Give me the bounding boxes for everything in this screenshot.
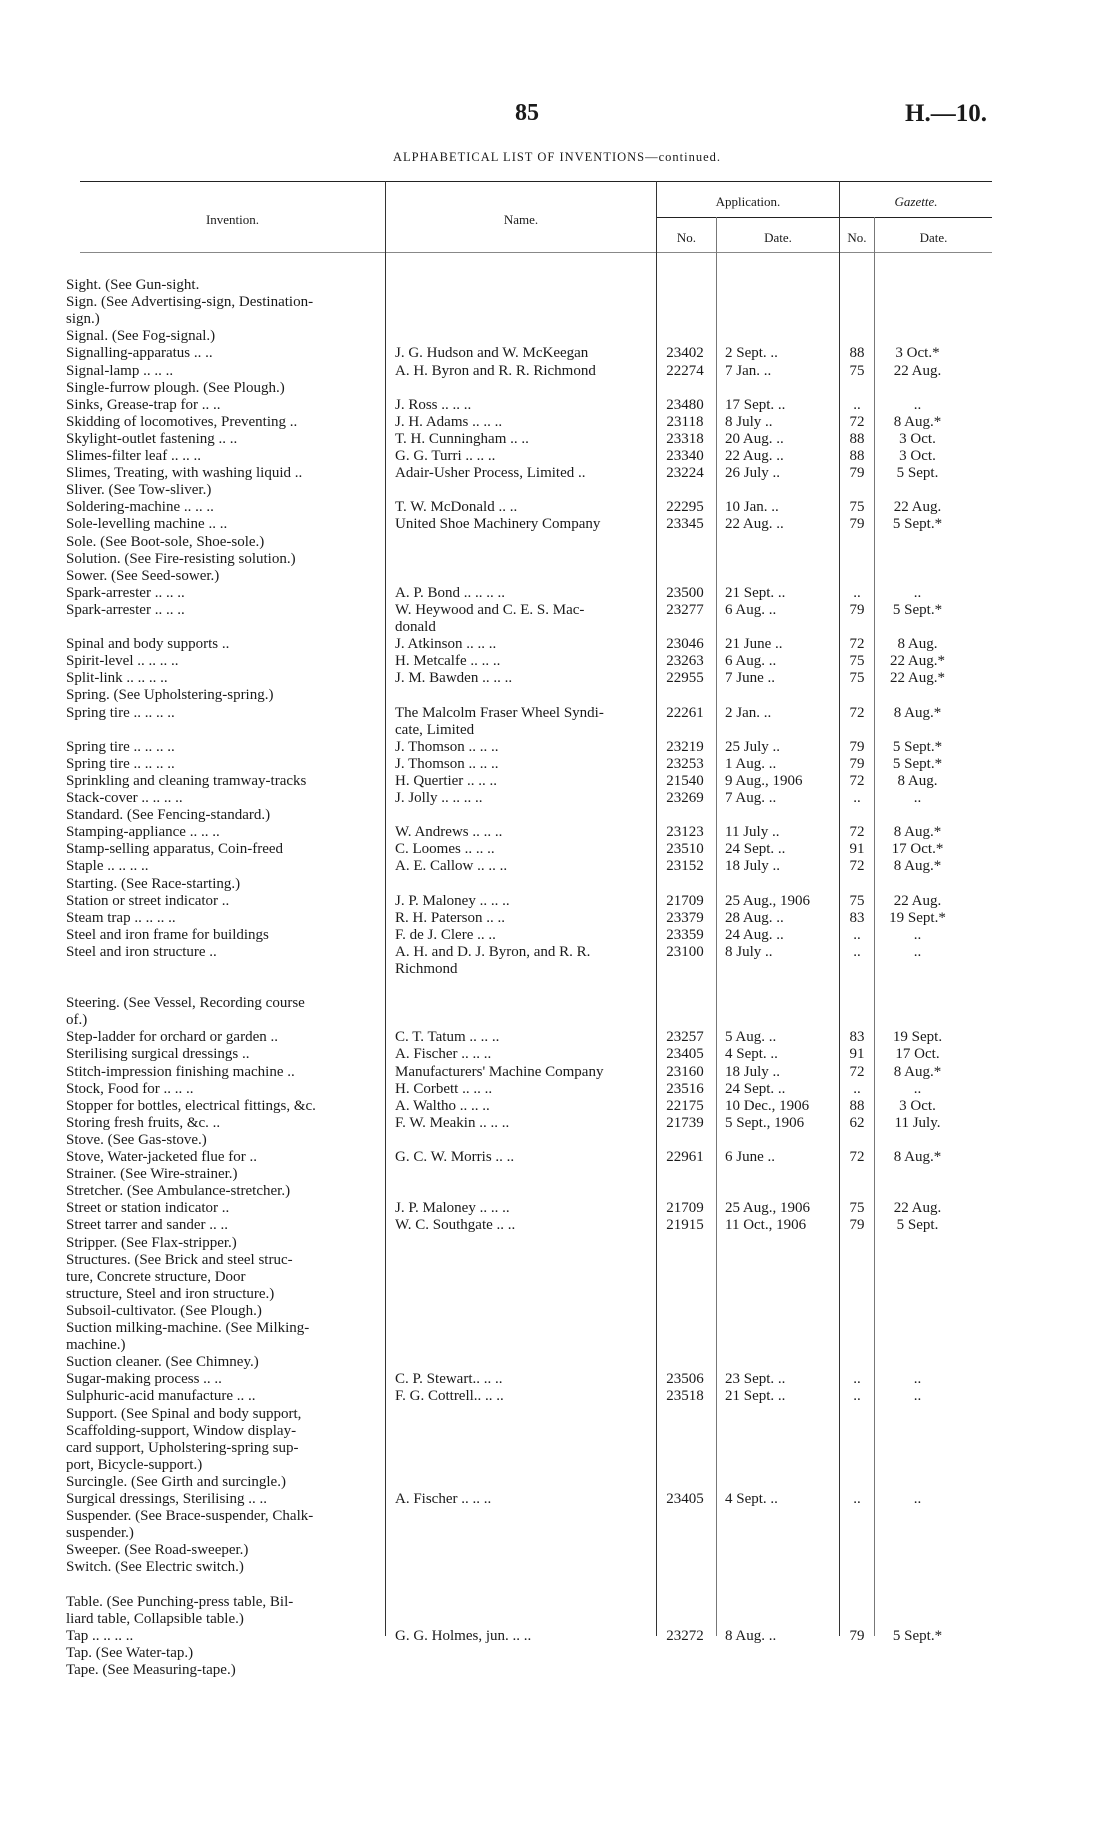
cell-invention: Strainer. (See Wire-strainer.) bbox=[66, 1166, 238, 1183]
cell-name: Adair-Usher Process, Limited .. bbox=[395, 465, 586, 482]
cell-name: United Shoe Machinery Company bbox=[395, 516, 601, 533]
cell-gazette-no: 88 bbox=[849, 448, 865, 464]
cell-gazette-date: 8 Aug.* bbox=[893, 704, 942, 721]
cell-app-date: 10 Jan. .. bbox=[725, 499, 779, 516]
cell-app-no: 23345 bbox=[666, 516, 704, 533]
cell-gazette-date: 22 Aug.* bbox=[889, 670, 945, 687]
cell-app-date: 6 Aug. .. bbox=[725, 601, 777, 618]
cell-app-date: 22 Aug. .. bbox=[725, 448, 784, 464]
cell-invention: Sign. (See Advertising-sign, Destination- bbox=[66, 294, 314, 311]
cell-invention: Sweeper. (See Road-sweeper.) bbox=[66, 1542, 249, 1559]
cell-name: H. Metcalfe .. .. .. bbox=[395, 653, 501, 670]
cell-app-date: 25 Aug., 1906 bbox=[725, 892, 811, 909]
cell-app-no: 23318 bbox=[666, 430, 704, 447]
cell-invention: Surcingle. (See Girth and surcingle.) bbox=[66, 1473, 286, 1490]
cell-gazette-date: 5 Sept. bbox=[896, 1217, 939, 1234]
cell-invention: Tap. (See Water-tap.) bbox=[66, 1644, 194, 1661]
cell-app-no: 21709 bbox=[666, 892, 704, 909]
cell-app-no: 23152 bbox=[666, 858, 704, 875]
cell-gazette-date: 22 Aug. bbox=[893, 362, 942, 379]
cell-name: J. P. Maloney .. .. .. bbox=[395, 892, 510, 909]
cell-app-date: 28 Aug. .. bbox=[725, 909, 784, 926]
cell-app-date: 26 July .. bbox=[725, 465, 781, 482]
cell-app-date: 9 Aug., 1906 bbox=[725, 772, 803, 789]
cell-invention: Steel and iron frame for buildings bbox=[66, 926, 269, 943]
cell-gazette-date: 22 Aug. bbox=[893, 499, 942, 516]
cell-app-no: 23277 bbox=[666, 601, 704, 618]
cell-invention: Stitch-impression finishing machine .. bbox=[66, 1063, 295, 1080]
cell-name: F. de J. Clere .. .. bbox=[395, 926, 496, 943]
cell-gazette-no: .. bbox=[853, 1371, 861, 1388]
cell-gazette-date: 11 July. bbox=[894, 1114, 941, 1131]
cell-app-no: 23224 bbox=[666, 465, 704, 482]
cell-gazette-no: 72 bbox=[849, 772, 865, 789]
cell-app-date: 18 July .. bbox=[725, 858, 781, 875]
cell-gazette-no: .. bbox=[853, 396, 861, 413]
cell-name: Manufacturers' Machine Company bbox=[395, 1063, 604, 1080]
cell-name: The Malcolm Fraser Wheel Syndi- bbox=[395, 704, 604, 721]
cell-app-date: 24 Sept. .. bbox=[725, 841, 786, 858]
cell-app-date: 4 Sept. .. bbox=[725, 1491, 778, 1507]
cell-app-no: 23219 bbox=[666, 738, 704, 755]
cell-app-no: 22955 bbox=[666, 670, 704, 687]
cell-invention: Starting. (See Race-starting.) bbox=[66, 875, 241, 892]
cell-gazette-date: 5 Sept.* bbox=[892, 601, 943, 618]
cell-app-date: 17 Sept. .. bbox=[725, 396, 786, 413]
cell-gazette-no: 75 bbox=[849, 362, 865, 379]
cell-gazette-no: .. bbox=[853, 584, 861, 601]
cell-invention: Steel and iron structure .. bbox=[66, 943, 217, 960]
cell-invention: Street tarrer and sander .. .. bbox=[66, 1217, 229, 1234]
cell-invention: liard table, Collapsible table.) bbox=[66, 1610, 244, 1627]
cell-invention: Sole-levelling machine .. .. bbox=[66, 516, 228, 533]
cell-invention: Sight. (See Gun-sight. bbox=[66, 277, 200, 293]
cell-gazette-date: 8 Aug.* bbox=[893, 413, 942, 430]
cell-name: J. Jolly .. .. .. .. bbox=[395, 790, 483, 806]
cell-invention: sign.) bbox=[66, 311, 100, 328]
cell-invention: Sterilising surgical dressings .. bbox=[66, 1046, 250, 1063]
cell-invention: Street or station indicator .. bbox=[66, 1200, 230, 1217]
cell-app-no: 23269 bbox=[666, 790, 704, 806]
cell-app-no: 23500 bbox=[666, 584, 704, 601]
cell-gazette-date: 19 Sept. bbox=[892, 1029, 943, 1046]
cell-invention: Staple .. .. .. .. bbox=[66, 858, 149, 875]
cell-app-date: 11 July .. bbox=[725, 824, 780, 841]
divider-gazette bbox=[839, 181, 840, 1636]
cell-invention: Stripper. (See Flax-stripper.) bbox=[66, 1234, 237, 1251]
cell-app-date: 23 Sept. .. bbox=[725, 1371, 786, 1388]
cell-app-date: 25 Aug., 1906 bbox=[725, 1200, 811, 1217]
header-bottom-rule bbox=[80, 252, 992, 253]
cell-app-no: 23379 bbox=[666, 909, 704, 926]
cell-invention: Sprinkling and cleaning tramway-tracks bbox=[66, 772, 307, 789]
cell-app-date: 7 Jan. .. bbox=[725, 362, 772, 379]
cell-invention: Signal. (See Fog-signal.) bbox=[66, 328, 216, 345]
cell-invention: Single-furrow plough. (See Plough.) bbox=[66, 379, 285, 396]
cell-gazette-no: 88 bbox=[849, 430, 865, 447]
cell-app-date: 1 Aug. .. bbox=[725, 755, 777, 772]
cell-app-date: 5 Aug. .. bbox=[725, 1029, 777, 1046]
cell-gazette-no: .. bbox=[853, 1080, 861, 1097]
cell-app-date: 21 Sept. .. bbox=[725, 584, 786, 601]
cell-invention: Steering. (See Vessel, Recording course bbox=[66, 995, 305, 1012]
cell-name: J. M. Bawden .. .. .. bbox=[395, 670, 513, 687]
cell-gazette-no: 75 bbox=[849, 892, 865, 909]
cell-gazette-date: .. bbox=[913, 584, 922, 601]
cell-invention: Stretcher. (See Ambulance-stretcher.) bbox=[66, 1183, 291, 1200]
cell-gazette-no: 88 bbox=[849, 1097, 865, 1114]
cell-invention: Switch. (See Electric switch.) bbox=[66, 1559, 244, 1576]
cell-invention: Tap .. .. .. .. bbox=[66, 1627, 134, 1644]
cell-name: A. Waltho .. .. .. bbox=[395, 1097, 490, 1114]
cell-app-date: 21 Sept. .. bbox=[725, 1388, 786, 1405]
cell-app-date: 24 Aug. .. bbox=[725, 926, 784, 943]
cell-invention: Suction cleaner. (See Chimney.) bbox=[66, 1354, 259, 1371]
cell-gazette-no: 72 bbox=[849, 1063, 865, 1080]
cell-invention: Skylight-outlet fastening .. .. bbox=[66, 430, 238, 447]
cell-gazette-no: 72 bbox=[849, 636, 865, 653]
cell-invention: Stopper for bottles, electrical fittings, &c. bbox=[66, 1097, 316, 1114]
cell-gazette-date: 5 Sept.* bbox=[892, 516, 943, 533]
cell-app-no: 23100 bbox=[666, 943, 704, 960]
header-top-rule bbox=[80, 181, 992, 182]
cell-invention: Steam trap .. .. .. .. bbox=[66, 909, 176, 926]
cell-invention: Spring. (See Upholstering-spring.) bbox=[66, 687, 274, 704]
cell-name: H. Quertier .. .. .. bbox=[395, 772, 498, 789]
cell-gazette-date: 22 Aug.* bbox=[889, 653, 945, 670]
cell-app-no: 23253 bbox=[666, 755, 704, 772]
cell-gazette-no: 72 bbox=[849, 413, 865, 430]
cell-invention: Sugar-making process .. .. bbox=[66, 1371, 222, 1388]
cell-invention: port, Bicycle-support.) bbox=[66, 1456, 203, 1473]
cell-gazette-no: 79 bbox=[849, 601, 865, 618]
cell-gazette-date: 8 Aug.* bbox=[893, 1063, 942, 1080]
cell-invention: Slimes, Treating, with washing liquid .. bbox=[66, 465, 303, 482]
cell-invention: Solution. (See Fire-resisting solution.) bbox=[66, 550, 296, 567]
cell-invention: Station or street indicator .. bbox=[66, 892, 230, 909]
cell-app-no: 23402 bbox=[666, 345, 704, 362]
cell-name: J. Thomson .. .. .. bbox=[395, 755, 499, 772]
cell-invention: card support, Upholstering-spring sup- bbox=[66, 1439, 299, 1456]
cell-app-no: 23340 bbox=[666, 448, 704, 464]
cell-gazette-date: 17 Oct. bbox=[895, 1046, 940, 1063]
cell-invention: suspender.) bbox=[66, 1525, 134, 1542]
cell-app-no: 21540 bbox=[666, 772, 704, 789]
cell-name: cate, Limited bbox=[395, 721, 475, 738]
cell-app-date: 2 Sept. .. bbox=[725, 345, 778, 362]
cell-invention: Tape. (See Measuring-tape.) bbox=[66, 1661, 236, 1678]
cell-gazette-date: 5 Sept.* bbox=[892, 738, 943, 755]
cell-name: G. C. W. Morris .. .. bbox=[395, 1149, 515, 1165]
cell-name: R. H. Paterson .. .. bbox=[395, 909, 505, 926]
cell-gazette-no: .. bbox=[853, 926, 861, 943]
cell-app-no: 23263 bbox=[666, 653, 704, 670]
header-app-date: Date. bbox=[764, 230, 792, 245]
cell-gazette-no: 79 bbox=[849, 738, 865, 755]
cell-invention: Spring tire .. .. .. .. bbox=[66, 738, 175, 755]
cell-name: J. G. Hudson and W. McKeegan bbox=[395, 345, 589, 362]
cell-gazette-no: 79 bbox=[849, 516, 865, 533]
cell-name: C. P. Stewart.. .. .. bbox=[395, 1371, 503, 1388]
cell-invention: Standard. (See Fencing-standard.) bbox=[66, 807, 271, 824]
cell-gazette-date: 5 Sept.* bbox=[892, 1627, 943, 1644]
cell-app-date: 8 Aug. .. bbox=[725, 1627, 777, 1644]
cell-name: A. Fischer .. .. .. bbox=[395, 1491, 492, 1507]
cell-gazette-date: 3 Oct. bbox=[899, 430, 936, 447]
cell-gazette-date: .. bbox=[913, 1491, 922, 1507]
cell-gazette-no: .. bbox=[853, 943, 861, 960]
cell-name: donald bbox=[395, 619, 436, 635]
cell-app-date: 6 June .. bbox=[725, 1149, 775, 1165]
cell-name: H. Corbett .. .. .. bbox=[395, 1080, 493, 1097]
page-number: 85 bbox=[515, 100, 539, 126]
cell-invention: Signal-lamp .. .. .. bbox=[66, 362, 174, 379]
cell-gazette-date: 3 Oct.* bbox=[895, 345, 940, 362]
header-gazette: Gazette. bbox=[894, 194, 938, 209]
cell-app-date: 18 July .. bbox=[725, 1063, 781, 1080]
cell-gazette-date: .. bbox=[913, 926, 922, 943]
cell-app-no: 22261 bbox=[666, 704, 704, 721]
cell-app-no: 23506 bbox=[666, 1371, 704, 1388]
cell-gazette-date: 19 Sept.* bbox=[889, 909, 946, 926]
header-name: Name. bbox=[503, 212, 539, 227]
cell-name: W. Andrews .. .. .. bbox=[395, 824, 503, 841]
cell-invention: Structures. (See Brick and steel struc- bbox=[66, 1251, 293, 1268]
cell-invention: Soldering-machine .. .. .. bbox=[66, 499, 214, 516]
cell-gazette-date: 8 Aug.* bbox=[893, 824, 942, 841]
cell-app-no: 23257 bbox=[666, 1029, 704, 1046]
cell-gazette-no: 75 bbox=[849, 499, 865, 516]
cell-app-date: 22 Aug. .. bbox=[725, 516, 784, 533]
cell-app-no: 22295 bbox=[666, 499, 704, 516]
cell-gazette-no: 79 bbox=[849, 465, 865, 482]
cell-app-date: 25 July .. bbox=[725, 738, 781, 755]
cell-name: A. Fischer .. .. .. bbox=[395, 1046, 492, 1063]
page-subtitle: ALPHABETICAL LIST OF INVENTIONS—continued. bbox=[392, 150, 722, 164]
cell-gazette-no: 75 bbox=[849, 670, 865, 687]
cell-app-date: 8 July .. bbox=[725, 413, 773, 430]
cell-gazette-date: .. bbox=[913, 1388, 922, 1405]
cell-invention: Suspender. (See Brace-suspender, Chalk- bbox=[66, 1508, 314, 1525]
cell-invention: Sole. (See Boot-sole, Shoe-sole.) bbox=[66, 533, 265, 550]
cell-gazette-no: 72 bbox=[849, 824, 865, 841]
cell-name: A. H. and D. J. Byron, and R. R. bbox=[395, 943, 591, 960]
cell-app-date: 7 Aug. .. bbox=[725, 790, 777, 806]
cell-gazette-date: 8 Aug. bbox=[897, 772, 938, 789]
cell-gazette-date: 8 Aug. bbox=[897, 636, 938, 653]
cell-gazette-date: 5 Sept.* bbox=[892, 755, 943, 772]
cell-name: C. T. Tatum .. .. .. bbox=[395, 1029, 500, 1046]
cell-app-date: 20 Aug. .. bbox=[725, 430, 784, 447]
cell-gazette-date: 17 Oct.* bbox=[891, 841, 944, 858]
cell-gazette-date: .. bbox=[913, 1371, 922, 1388]
cell-app-no: 22961 bbox=[666, 1149, 704, 1165]
cell-app-no: 23480 bbox=[666, 396, 704, 413]
cell-invention: Stamping-appliance .. .. .. bbox=[66, 824, 220, 841]
cell-app-no: 22274 bbox=[666, 362, 704, 379]
cell-gazette-date: 3 Oct. bbox=[899, 448, 936, 464]
header-gaz-date: Date. bbox=[919, 230, 948, 245]
cell-name: T. W. McDonald .. .. bbox=[395, 499, 518, 516]
cell-app-date: 21 June .. bbox=[725, 636, 783, 653]
cell-gazette-no: 83 bbox=[849, 1029, 865, 1046]
cell-invention: Suction milking-machine. (See Milking- bbox=[66, 1320, 310, 1336]
cell-invention: Skidding of locomotives, Preventing .. bbox=[66, 413, 298, 430]
cell-invention: Split-link .. .. .. .. bbox=[66, 670, 168, 687]
cell-app-no: 21739 bbox=[666, 1114, 704, 1131]
cell-app-no: 23160 bbox=[666, 1063, 704, 1080]
cell-app-date: 4 Sept. .. bbox=[725, 1046, 778, 1063]
cell-gazette-date: 22 Aug. bbox=[893, 1200, 942, 1217]
header-application: Application. bbox=[715, 194, 781, 209]
cell-app-date: 7 June .. bbox=[725, 670, 775, 687]
cell-invention: Signalling-apparatus .. .. bbox=[66, 345, 213, 362]
cell-invention: Spark-arrester .. .. .. bbox=[66, 584, 185, 601]
cell-app-no: 23518 bbox=[666, 1388, 704, 1405]
cell-gazette-no: 75 bbox=[849, 653, 865, 670]
cell-app-no: 23510 bbox=[666, 841, 704, 858]
cell-gazette-no: 72 bbox=[849, 1149, 865, 1165]
cell-gazette-date: .. bbox=[913, 790, 922, 806]
cell-invention: Spring tire .. .. .. .. bbox=[66, 704, 175, 721]
cell-name: W. Heywood and C. E. S. Mac- bbox=[395, 601, 585, 618]
cell-invention: Storing fresh fruits, &c. .. bbox=[66, 1114, 221, 1131]
cell-app-date: 10 Dec., 1906 bbox=[725, 1097, 810, 1114]
cell-name: F. G. Cottrell.. .. .. bbox=[395, 1388, 504, 1405]
cell-invention: Surgical dressings, Sterilising .. .. bbox=[66, 1491, 267, 1507]
cell-invention: ture, Concrete structure, Door bbox=[66, 1268, 246, 1285]
cell-app-date: 2 Jan. .. bbox=[725, 704, 772, 721]
divider-gaz-date bbox=[874, 217, 875, 1636]
series-code: H.—10. bbox=[905, 100, 987, 127]
header-app-no: No. bbox=[676, 230, 697, 245]
cell-gazette-no: 88 bbox=[849, 345, 865, 362]
cell-invention: machine.) bbox=[66, 1337, 126, 1354]
cell-invention: Spirit-level .. .. .. .. bbox=[66, 653, 179, 670]
cell-gazette-no: 75 bbox=[849, 1200, 865, 1217]
cell-name: Richmond bbox=[395, 961, 458, 977]
divider-app-date bbox=[716, 217, 717, 1636]
cell-invention: structure, Steel and iron structure.) bbox=[66, 1285, 275, 1302]
cell-invention: of.) bbox=[66, 1012, 88, 1029]
cell-invention: Sower. (See Seed-sower.) bbox=[66, 567, 220, 584]
cell-name: C. Loomes .. .. .. bbox=[395, 841, 495, 858]
cell-name: A. P. Bond .. .. .. .. bbox=[395, 584, 506, 601]
divider-name bbox=[385, 181, 386, 1636]
cell-invention: Sinks, Grease-trap for .. .. bbox=[66, 396, 221, 413]
cell-invention: Scaffolding-support, Window display- bbox=[66, 1422, 297, 1439]
cell-name: W. C. Southgate .. .. bbox=[395, 1217, 516, 1234]
cell-gazette-no: 72 bbox=[849, 704, 865, 721]
cell-name: G. G. Holmes, jun. .. .. bbox=[395, 1627, 532, 1644]
cell-invention: Stove, Water-jacketed flue for .. bbox=[66, 1149, 258, 1165]
cell-invention: Spring tire .. .. .. .. bbox=[66, 755, 175, 772]
cell-gazette-date: 3 Oct. bbox=[899, 1097, 936, 1114]
cell-app-date: 8 July .. bbox=[725, 943, 773, 960]
cell-invention: Table. (See Punching-press table, Bil- bbox=[66, 1593, 294, 1610]
divider-application bbox=[656, 181, 657, 1636]
cell-app-no: 23272 bbox=[666, 1627, 704, 1644]
cell-app-no: 23405 bbox=[666, 1491, 704, 1507]
cell-gazette-no: 62 bbox=[849, 1114, 865, 1131]
cell-name: F. W. Meakin .. .. .. bbox=[395, 1114, 510, 1131]
cell-app-no: 23516 bbox=[666, 1080, 704, 1097]
cell-invention: Stock, Food for .. .. .. bbox=[66, 1080, 194, 1097]
cell-app-no: 22175 bbox=[666, 1097, 704, 1114]
cell-name: G. G. Turri .. .. .. bbox=[395, 448, 496, 464]
cell-invention: Stove. (See Gas-stove.) bbox=[66, 1131, 207, 1148]
cell-invention: Subsoil-cultivator. (See Plough.) bbox=[66, 1302, 262, 1319]
cell-gazette-no: 83 bbox=[849, 909, 865, 926]
cell-invention: Slimes-filter leaf .. .. .. bbox=[66, 448, 201, 464]
cell-invention: Sliver. (See Tow-sliver.) bbox=[66, 482, 212, 499]
cell-app-date: 6 Aug. .. bbox=[725, 653, 777, 670]
cell-invention: Spinal and body supports .. bbox=[66, 636, 230, 653]
cell-app-no: 23405 bbox=[666, 1046, 704, 1063]
cell-gazette-date: 5 Sept. bbox=[896, 465, 939, 482]
cell-gazette-no: 79 bbox=[849, 1627, 865, 1644]
cell-invention: Spark-arrester .. .. .. bbox=[66, 601, 185, 618]
cell-gazette-date: .. bbox=[913, 943, 922, 960]
cell-gazette-no: 79 bbox=[849, 1217, 865, 1234]
cell-name: J. H. Adams .. .. .. bbox=[395, 413, 503, 430]
cell-app-no: 21915 bbox=[666, 1217, 704, 1234]
cell-gazette-date: .. bbox=[913, 1080, 922, 1097]
header-mid-rule bbox=[656, 217, 992, 218]
cell-app-date: 24 Sept. .. bbox=[725, 1080, 786, 1097]
cell-gazette-no: .. bbox=[853, 1388, 861, 1405]
cell-app-no: 23359 bbox=[666, 926, 704, 943]
cell-invention: Sulphuric-acid manufacture .. .. bbox=[66, 1388, 256, 1405]
cell-invention: Stack-cover .. .. .. .. bbox=[66, 790, 183, 806]
cell-gazette-date: .. bbox=[913, 396, 922, 413]
header-invention: Invention. bbox=[205, 212, 260, 227]
cell-invention: Support. (See Spinal and body support, bbox=[66, 1405, 302, 1422]
cell-gazette-no: 91 bbox=[849, 841, 865, 858]
cell-name: J. Thomson .. .. .. bbox=[395, 738, 499, 755]
cell-gazette-no: 72 bbox=[849, 858, 865, 875]
cell-gazette-no: 91 bbox=[849, 1046, 865, 1063]
cell-gazette-date: 8 Aug.* bbox=[893, 858, 942, 875]
cell-name: A. H. Byron and R. R. Richmond bbox=[395, 362, 596, 379]
header-gaz-no: No. bbox=[847, 230, 867, 245]
cell-app-date: 5 Sept., 1906 bbox=[725, 1114, 805, 1131]
cell-name: J. Atkinson .. .. .. bbox=[395, 636, 497, 653]
cell-gazette-date: 8 Aug.* bbox=[893, 1149, 942, 1165]
cell-app-no: 23046 bbox=[666, 636, 704, 653]
cell-name: T. H. Cunningham .. .. bbox=[395, 430, 529, 447]
cell-gazette-no: .. bbox=[853, 790, 861, 806]
cell-gazette-no: 79 bbox=[849, 755, 865, 772]
cell-app-no: 23118 bbox=[666, 413, 704, 430]
cell-app-date: 11 Oct., 1906 bbox=[725, 1217, 807, 1234]
cell-app-no: 21709 bbox=[666, 1200, 704, 1217]
cell-app-no: 23123 bbox=[666, 824, 704, 841]
cell-invention: Step-ladder for orchard or garden .. bbox=[66, 1029, 278, 1046]
cell-gazette-no: .. bbox=[853, 1491, 861, 1507]
cell-name: J. P. Maloney .. .. .. bbox=[395, 1200, 510, 1217]
cell-gazette-date: 22 Aug. bbox=[893, 892, 942, 909]
cell-name: A. E. Callow .. .. .. bbox=[395, 858, 508, 875]
cell-invention: Stamp-selling apparatus, Coin-freed bbox=[66, 841, 284, 858]
cell-name: J. Ross .. .. .. bbox=[395, 396, 472, 413]
